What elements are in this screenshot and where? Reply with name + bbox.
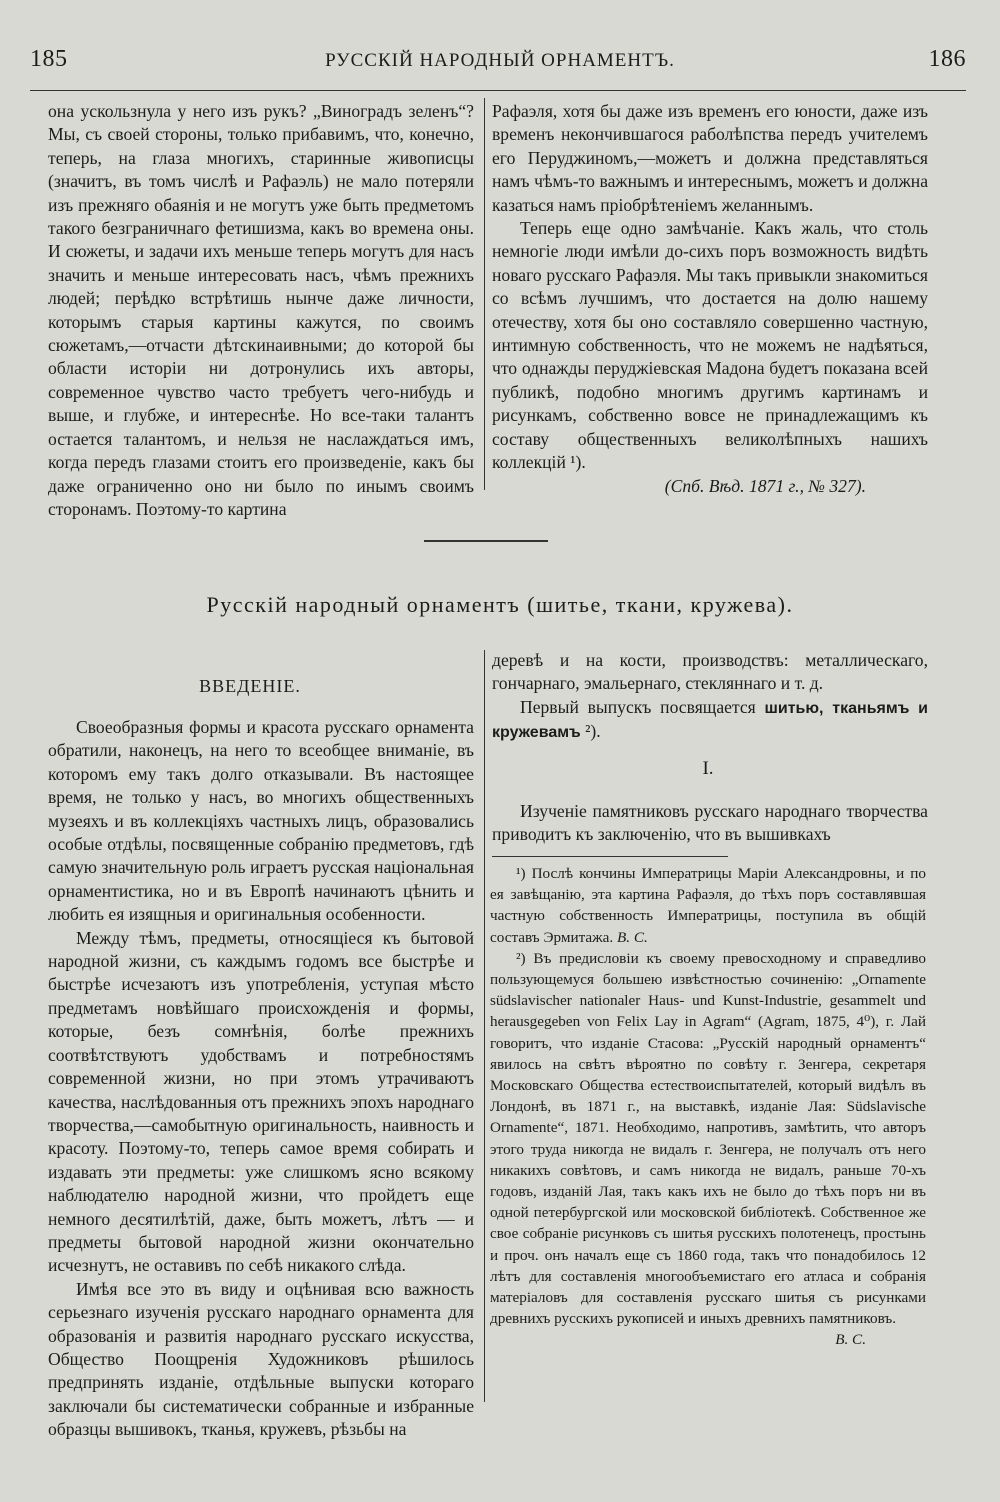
article-right-column-top	[492, 649, 928, 745]
section-separator	[424, 540, 548, 542]
page-number-right: 186	[928, 46, 966, 72]
top-left-paragraph: она ускользнула у него изъ рукъ? „Виноградъ зеленъ“? Мы, съ своей стороны, только прибавимъ, что, конечно, теперь, на глаза многихъ, старинные живописцы (значитъ, въ томъ числѣ и Рафаэль) не мало потеряли изъ прежняго обаянія и не могутъ уже быть предметомъ такого безграничнаго фетишизма, какъ во времена оны. И сюжеты, и задачи ихъ меньше теперь могутъ для насъ значить и меньше интересовать насъ, чѣмъ прежнихъ людей; перѣдко встрѣтишь нынче даже личности, которымъ старыя картины кажутся, по своимъ сюжетамъ,—отчасти дѣтскинаивными; до которой бы области исторіи ни дотронулись ихъ авторы, современное чувство часто требуетъ чего-нибудь и выше, и глубже, и интереснѣе. Но все-таки талантъ остается талантомъ, и нельзя не наслаждаться имъ, когда передъ глазами стоитъ его произведеніе, какъ бы даже ограниченно оно ни было по инымъ своимъ сторонамъ. Поэтому-то картина	[48, 101, 474, 519]
intro-paragraph-2: Между тѣмъ, предметы, относящіеся къ бытовой народной жизни, съ каждымъ годомъ все быстрѣе и быстрѣе исчезаютъ изъ употребленія, уступая мѣсто предметамъ новѣйшаго происхожденія и формы, которые, безъ сомнѣнія, болѣе прежнихъ соотвѣтствуютъ удобствамъ и потребностямъ современной жизни, но при этомъ утрачиваютъ качества, наслѣдованныя отъ прежнихъ эпохъ народнаго творчества,—самобытную оригинальность, наивность и красоту. Поэтому-то, теперь самое время собирать и издавать эти предметы: уже слишкомъ ясно всякому наблюдателю народной жизни, что пройдетъ еще немного десятилѣтій, даже, быть можетъ, лѣтъ — и предметы бытовой народной жизни окончательно исчезнутъ, не оставивъ по себѣ никакого слѣда.	[48, 927, 474, 1276]
top-left-column	[48, 100, 474, 521]
citation: (Спб. Вѣд. 1871 г., № 327).	[664, 475, 866, 496]
footnote-1: ¹) Послѣ кончины Императрицы Маріи Александровны, и по ея завѣщанію, эта картина Рафаэля, до тѣхъ поръ составлявшая частную собственность Императрицы, поступила въ общій составъ Эрмитажа. В. С.	[490, 865, 926, 946]
intro-paragraph-3: Имѣя все это въ виду и оцѣнивая всю важность серьезнаго изученія русскаго народнаго орнамента для образованія и развитія народнаго русскаго искусства, Общество Поощренія Художниковъ рѣшилось предпринять изданіе, отдѣльные выпуски котораго заключали бы систематически собранные и избранные образцы вышивокъ, тканья, кружевъ, рѣзьбы на	[48, 1278, 474, 1440]
top-right-paragraph-1: Рафаэля, хотя бы даже изъ временъ его юности, даже изъ временъ некончившагося раболѣпства передъ учителемъ его Перуджиномъ,—можетъ и должна представляться намъ чѣмъ-то важнымъ и интереснымъ, можетъ и должна казаться намъ пріобрѣтеніемъ желаннымъ.	[492, 101, 928, 215]
header-rule	[30, 90, 966, 91]
intro-heading: ВВЕДЕНІЕ.	[199, 676, 301, 696]
article-left-column	[48, 716, 474, 1442]
footnotes	[490, 863, 926, 1351]
footnote-rule	[492, 856, 728, 857]
page-number-left: 185	[30, 46, 68, 72]
footnote-2-signature: В. С.	[835, 1331, 866, 1349]
column-divider-bottom	[484, 650, 485, 1402]
article-right-paragraph-1: деревѣ и на кости, производствъ: металлическаго, гончарнаго, эмальернаго, стекляннаго и т. д.	[492, 650, 928, 694]
footnote-ref-2: ²).	[585, 721, 601, 742]
article-right-paragraph-3: Изученіе памятниковъ русскаго народнаго творчества приводитъ къ заключенію, что въ вышивкахъ	[492, 801, 928, 845]
article-right-paragraph-2	[492, 696, 928, 745]
article-title: Русскій народный орнаментъ (шитье, ткани, кружева).	[206, 592, 794, 617]
article-right-column-mid	[492, 800, 928, 847]
first-issue-subject: шитью, тканьямъ и кружевамъ	[492, 699, 929, 742]
intro-paragraph-1: Своеобразныя формы и красота русскаго орнамента обратили, наконецъ, на него то всеобщее вниманіе, въ которомъ ему такъ долго отказывали. Въ настоящее время, не только у насъ, во многихъ общественныхъ музеяхъ и въ коллекціяхъ частныхъ лицъ, образовались особые отдѣлы, посвященные собранію предметовъ, гдѣ самую значительную роль играетъ русская національная орнаментистика, но и въ Европѣ начинаютъ цѣнить и любить ея изящныя и оригинальныя особенности.	[48, 717, 474, 925]
footnote-1-signature: В. С.	[616, 928, 648, 946]
footnote-2: ²) Въ предисловіи къ своему превосходному и справедливо пользующемуся большею извѣстностью сочиненію: „Ornamente südslavischer nationaler Haus- und Kunst-Industrie, gesammelt und herausgegeben von Felix Lay in Agram“ (Agram, 1875, 4⁰), г. Лай говоритъ, что изданіе Стасова: „Русскій народный орнаментъ“ явилось на свѣтъ вѣроятно по совѣту г. Зенгера, секретаря Московскаго Общества естествоиспытателей, который видѣлъ въ Лондонѣ, въ 1871 г., на выставкѣ, изданіе Лая: Südslavische Ornamente“, 1871. Необходимо, напротивъ, замѣтить, что авторъ этого труда никогда не видалъ г. Зенгера, не получалъ отъ него никакихъ совѣтовъ, и самъ никогда не видалъ, раньше 70-хъ годовъ, изданій Лая, такъ какъ ихъ не было до тѣхъ поръ ни въ одной петербургской или московской библіотекѣ. Собственное же свое собраніе рисунковъ съ шитья русскихъ полотенецъ, простынь и проч. онъ началъ еще съ 1860 года, такъ что понадобилось 12 лѣтъ для составленія многообъемистаго его атласа и собранія матеріаловъ для составленія русскаго шитья съ рисунками древнихъ русскихъ рукописей и иныхъ древнихъ памятниковъ. В. С.	[490, 948, 926, 1330]
column-divider-top	[484, 98, 485, 490]
running-header: РУССКІЙ НАРОДНЫЙ ОРНАМЕНТЪ.	[325, 50, 675, 71]
top-right-paragraph-2: Теперь еще одно замѣчаніе. Какъ жаль, что столь немногіе люди имѣли до-сихъ поръ возможность видѣть новаго русскаго Рафаэля. Мы такъ привыкли знакомиться со всѣмъ лучшимъ, что достается на долю нашему отечеству, хотя бы оно составляло совершенно частную, интимную собственность, что не можемъ не надѣяться, что однажды перуджіевская Мадона будетъ показана всей публикѣ, подобно многимъ другимъ картинамъ и рисункамъ, собственно вовсе не принадлежащимъ къ составу общественныхъ великолѣпныхъ нашихъ коллекцій ¹).	[492, 218, 928, 473]
first-issue-text: Первый выпускъ посвящается	[520, 696, 756, 717]
top-right-column	[492, 100, 928, 498]
section-numeral: I.	[702, 758, 714, 779]
